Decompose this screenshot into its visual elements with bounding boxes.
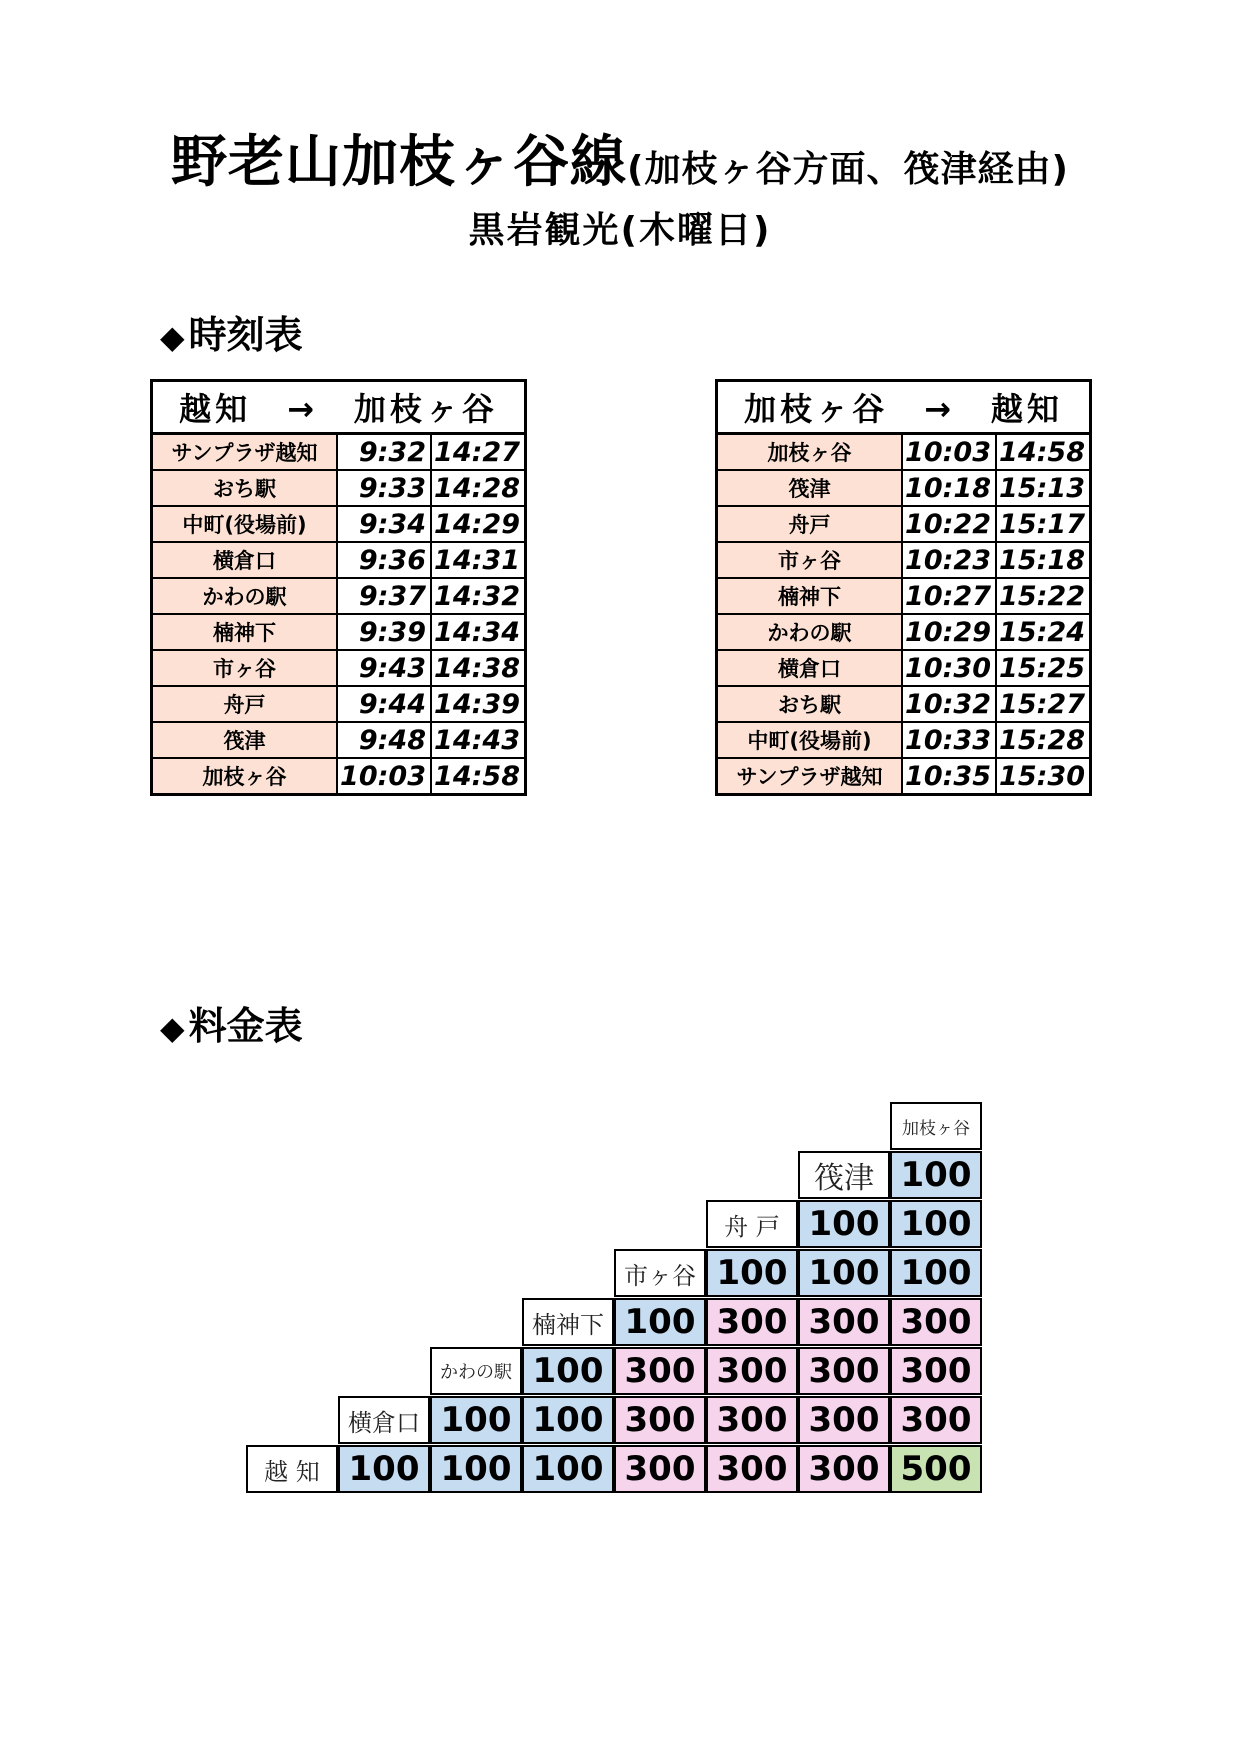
stop-name: 市ヶ谷 (152, 650, 338, 686)
departure-time-2: 15:30 (996, 758, 1091, 795)
departure-time-1: 10:22 (902, 506, 996, 542)
stop-name: 筏津 (717, 470, 903, 506)
departure-time-1: 10:29 (902, 614, 996, 650)
departure-time-1: 10:03 (337, 758, 431, 795)
outbound-heading: 越知 → 加枝ヶ谷 (152, 381, 526, 434)
table-row (152, 686, 526, 722)
departure-time-2: 15:27 (996, 686, 1091, 722)
table-row (717, 542, 1091, 578)
fare-station-label: 市ヶ谷 (614, 1249, 706, 1297)
stop-name: サンプラザ越知 (152, 434, 338, 471)
route-name: 野老山加枝ヶ谷線 (171, 130, 628, 195)
fare-value: 300 (706, 1396, 798, 1444)
departure-time-2: 15:25 (996, 650, 1091, 686)
fare-value: 100 (890, 1151, 982, 1199)
departure-time-1: 10:33 (902, 722, 996, 758)
departure-time-2: 15:28 (996, 722, 1091, 758)
departure-time-2: 14:58 (996, 434, 1091, 471)
fare-value: 300 (890, 1298, 982, 1346)
fare-value: 100 (798, 1200, 890, 1248)
departure-time-1: 9:33 (337, 470, 431, 506)
departure-time-2: 14:32 (431, 578, 526, 614)
table-row (717, 470, 1091, 506)
timetable-section-heading: ◆ 時刻表 (160, 313, 303, 357)
stop-name: 楠神下 (152, 614, 338, 650)
stop-name: 横倉口 (717, 650, 903, 686)
departure-time-2: 15:17 (996, 506, 1091, 542)
stop-name: おち駅 (152, 470, 338, 506)
fare-value: 100 (890, 1249, 982, 1297)
departure-time-1: 10:27 (902, 578, 996, 614)
departure-time-2: 14:43 (431, 722, 526, 758)
table-row (152, 506, 526, 542)
diamond-icon: ◆ (160, 1009, 185, 1047)
stop-name: 加枝ヶ谷 (717, 434, 903, 471)
table-row (717, 758, 1091, 795)
fare-value: 300 (798, 1298, 890, 1346)
table-row (717, 506, 1091, 542)
inbound-timetable (715, 379, 1092, 796)
fare-value: 100 (614, 1298, 706, 1346)
departure-time-2: 15:22 (996, 578, 1091, 614)
departure-time-1: 10:18 (902, 470, 996, 506)
departure-time-1: 9:44 (337, 686, 431, 722)
departure-time-1: 10:23 (902, 542, 996, 578)
stop-name: おち駅 (717, 686, 903, 722)
fare-value: 100 (430, 1445, 522, 1493)
departure-time-2: 15:13 (996, 470, 1091, 506)
fare-station-label: 加枝ヶ谷 (890, 1102, 982, 1150)
departure-time-2: 15:18 (996, 542, 1091, 578)
departure-time-1: 9:43 (337, 650, 431, 686)
fare-value: 100 (430, 1396, 522, 1444)
table-row (717, 686, 1091, 722)
table-row (152, 758, 526, 795)
fare-station-label: かわの駅 (430, 1347, 522, 1395)
fare-value: 100 (890, 1200, 982, 1248)
stop-name: かわの駅 (152, 578, 338, 614)
departure-time-1: 9:32 (337, 434, 431, 471)
page-title (0, 118, 1240, 198)
departure-time-1: 9:37 (337, 578, 431, 614)
fare-station-label: 筏津 (798, 1151, 890, 1199)
departure-time-2: 14:31 (431, 542, 526, 578)
stop-name: かわの駅 (717, 614, 903, 650)
fare-value: 100 (522, 1445, 614, 1493)
fare-value: 100 (522, 1347, 614, 1395)
departure-time-2: 14:34 (431, 614, 526, 650)
stop-name: サンプラザ越知 (717, 758, 903, 795)
fare-value: 100 (522, 1396, 614, 1444)
table-row (152, 470, 526, 506)
stop-name: 舟戸 (717, 506, 903, 542)
table-row (717, 650, 1091, 686)
route-note: (加枝ヶ谷方面、筏津経由) (627, 149, 1069, 190)
fare-value: 300 (706, 1347, 798, 1395)
departure-time-1: 10:32 (902, 686, 996, 722)
departure-time-1: 9:36 (337, 542, 431, 578)
inbound-heading: 加枝ヶ谷 → 越知 (717, 381, 1091, 434)
fare-value: 100 (798, 1249, 890, 1297)
fare-value: 300 (798, 1445, 890, 1493)
departure-time-2: 14:39 (431, 686, 526, 722)
fare-value: 100 (706, 1249, 798, 1297)
table-row (152, 542, 526, 578)
departure-time-1: 9:48 (337, 722, 431, 758)
departure-time-2: 14:58 (431, 758, 526, 795)
outbound-timetable (150, 379, 527, 796)
stop-name: 横倉口 (152, 542, 338, 578)
fare-value: 300 (890, 1347, 982, 1395)
fare-value: 300 (798, 1396, 890, 1444)
fare-section-heading: ◆ 料金表 (160, 1004, 303, 1048)
fare-station-label: 越 知 (246, 1445, 338, 1493)
departure-time-2: 14:27 (431, 434, 526, 471)
table-row (152, 434, 526, 471)
departure-time-2: 14:29 (431, 506, 526, 542)
table-row (717, 614, 1091, 650)
table-row (152, 614, 526, 650)
fare-value: 100 (338, 1445, 430, 1493)
fare-value: 300 (614, 1347, 706, 1395)
fare-value: 300 (706, 1298, 798, 1346)
departure-time-2: 15:24 (996, 614, 1091, 650)
fare-value: 500 (890, 1445, 982, 1493)
fare-value: 300 (614, 1445, 706, 1493)
fare-station-label: 横倉口 (338, 1396, 430, 1444)
table-row (717, 722, 1091, 758)
departure-time-1: 9:39 (337, 614, 431, 650)
table-row (152, 722, 526, 758)
stop-name: 楠神下 (717, 578, 903, 614)
stop-name: 加枝ヶ谷 (152, 758, 338, 795)
departure-time-2: 14:38 (431, 650, 526, 686)
table-row (717, 434, 1091, 471)
table-row (152, 578, 526, 614)
fare-station-label: 楠神下 (522, 1298, 614, 1346)
departure-time-1: 10:03 (902, 434, 996, 471)
stop-name: 市ヶ谷 (717, 542, 903, 578)
stop-name: 舟戸 (152, 686, 338, 722)
operator-label: 黒岩観光(木曜日) (468, 210, 772, 251)
departure-time-2: 14:28 (431, 470, 526, 506)
departure-time-1: 10:35 (902, 758, 996, 795)
table-row (717, 578, 1091, 614)
diamond-icon: ◆ (160, 318, 185, 356)
fare-value: 300 (706, 1445, 798, 1493)
table-row (152, 650, 526, 686)
fare-station-label: 舟 戸 (706, 1200, 798, 1248)
fare-value: 300 (798, 1347, 890, 1395)
fare-value: 300 (614, 1396, 706, 1444)
departure-time-1: 9:34 (337, 506, 431, 542)
fare-value: 300 (890, 1396, 982, 1444)
stop-name: 中町(役場前) (717, 722, 903, 758)
stop-name: 筏津 (152, 722, 338, 758)
departure-time-1: 10:30 (902, 650, 996, 686)
stop-name: 中町(役場前) (152, 506, 338, 542)
